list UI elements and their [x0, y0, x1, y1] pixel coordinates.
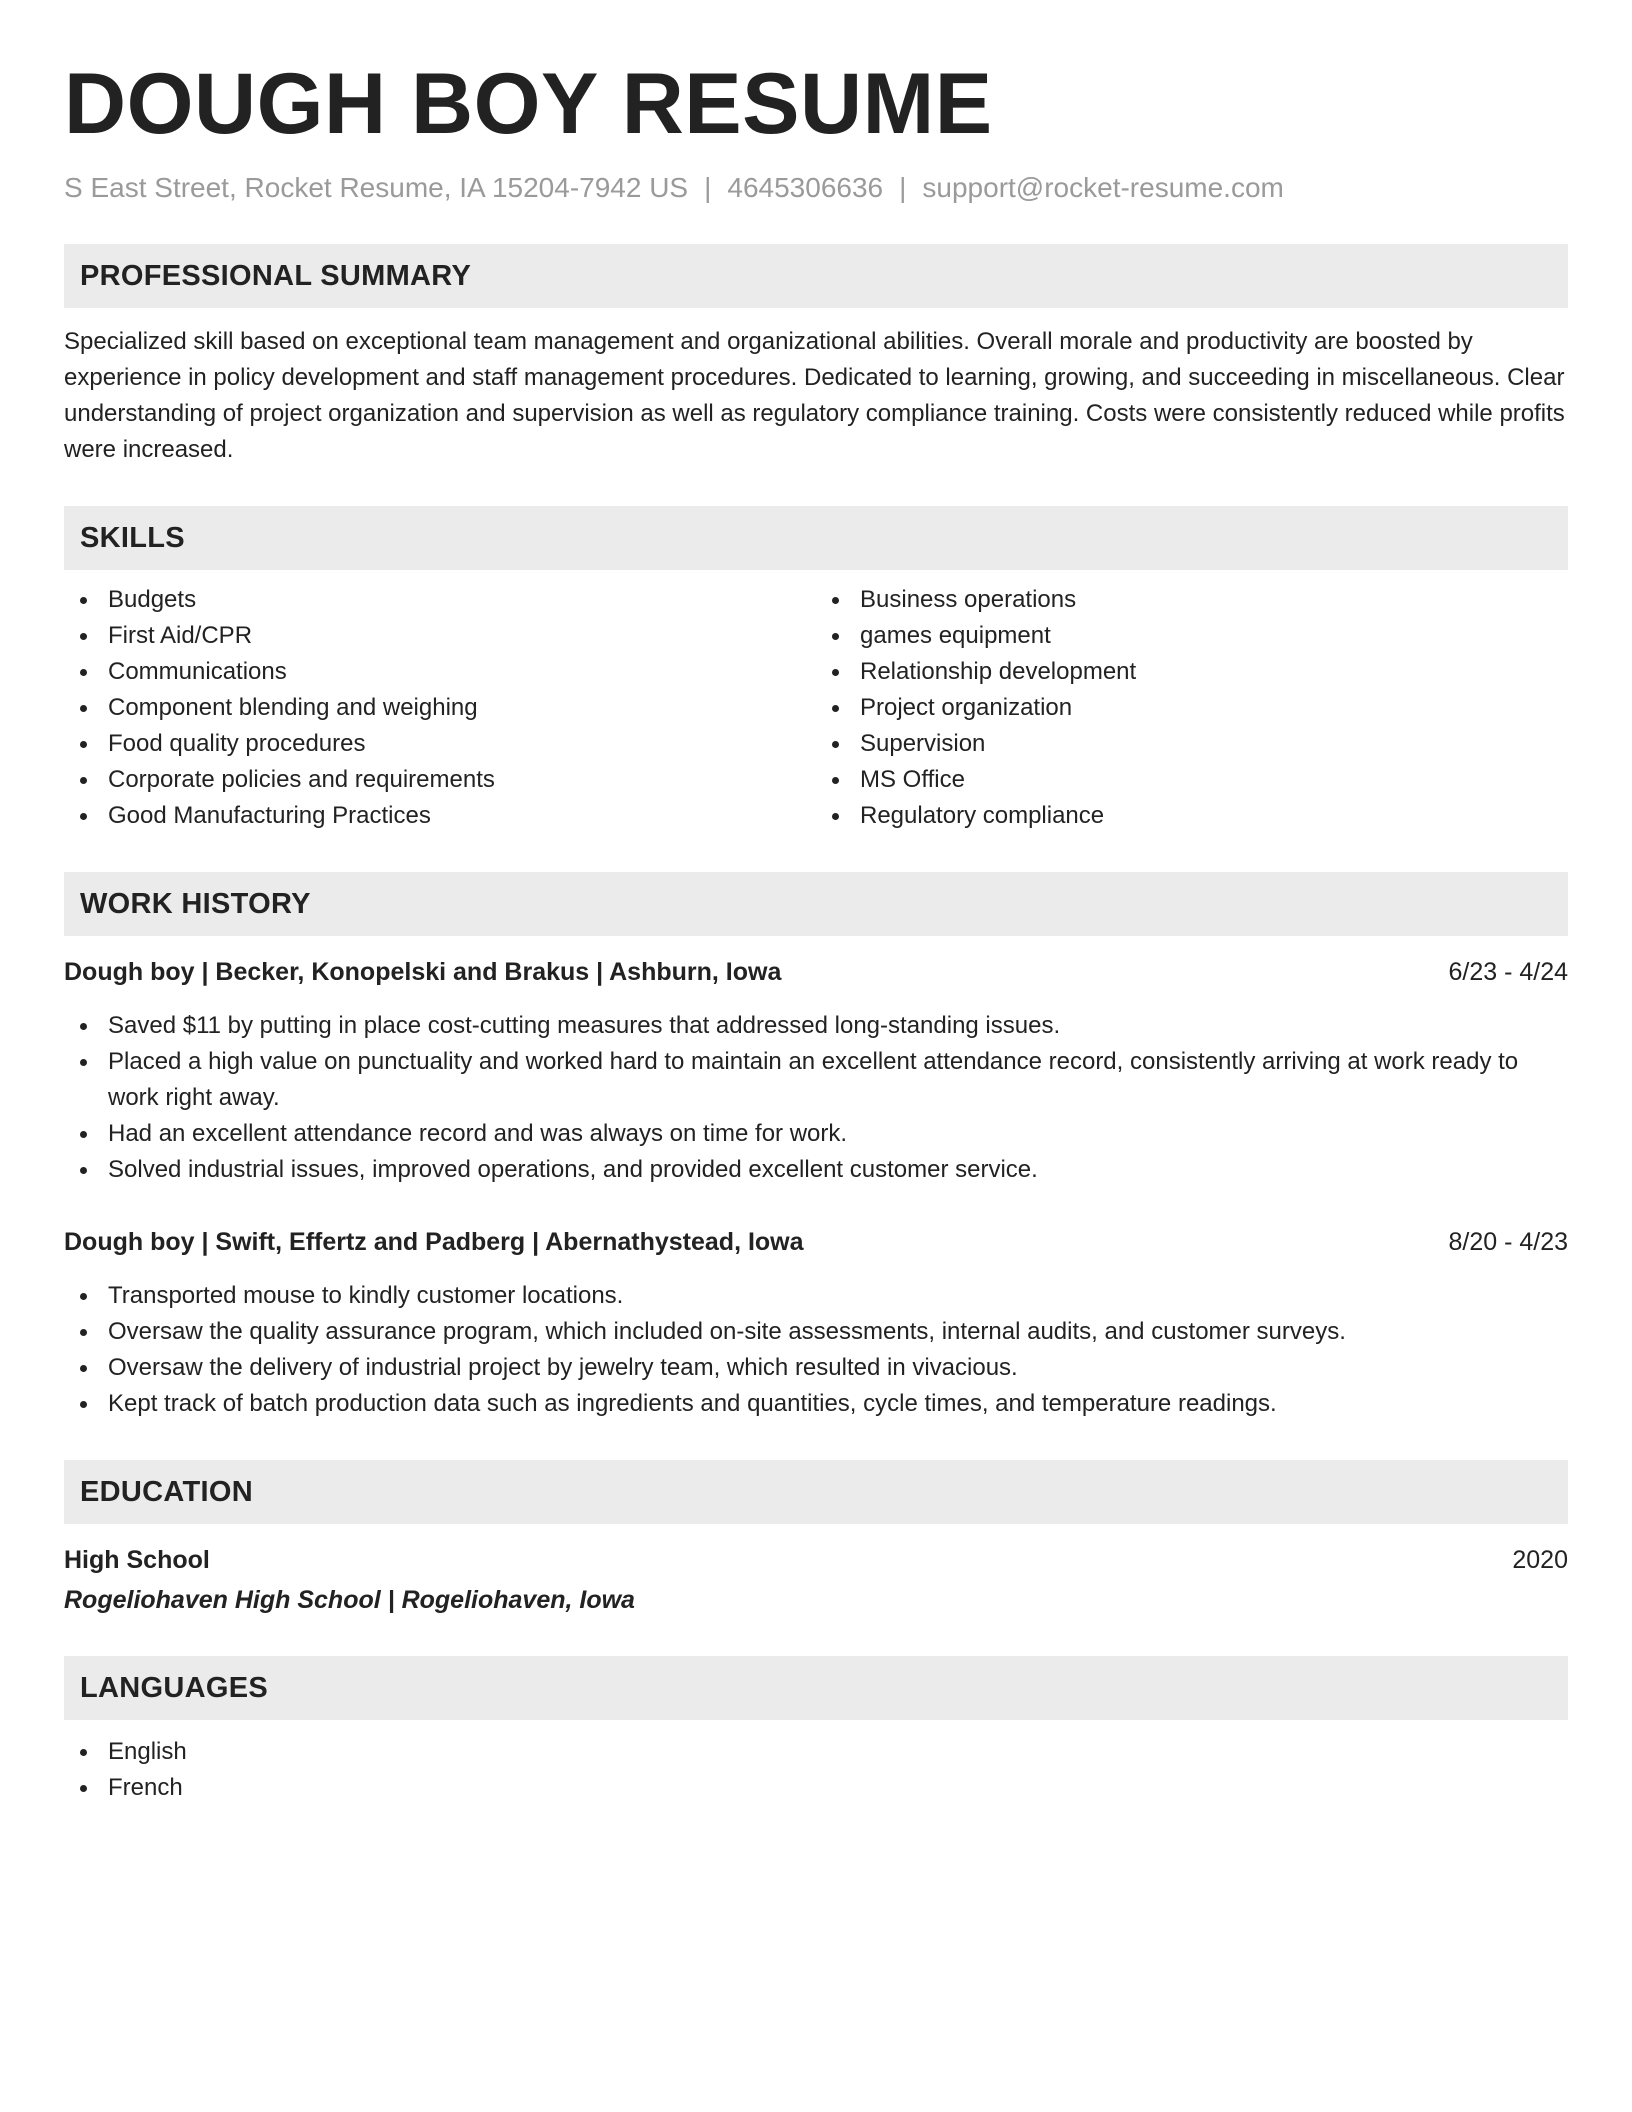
bullet-icon [80, 597, 87, 604]
skill-label: MS Office [860, 766, 965, 793]
bullet-icon [832, 705, 839, 712]
contact-separator: | [704, 172, 712, 203]
job-bullet [64, 1116, 1568, 1152]
skill-item [64, 690, 816, 726]
bullet-icon [80, 705, 87, 712]
skill-item [816, 618, 1568, 654]
job-dates: 6/23 - 4/24 [1448, 958, 1568, 986]
section-header-work-history: WORK HISTORY [64, 872, 1568, 936]
job-bullet-text: Had an excellent attendance record and was always on time for work. [108, 1120, 848, 1147]
contact-line [64, 170, 1568, 206]
skill-item [64, 582, 816, 618]
section-header-languages: LANGUAGES [64, 1656, 1568, 1720]
skill-item [816, 690, 1568, 726]
skill-item [816, 582, 1568, 618]
job-bullet [64, 1044, 1568, 1116]
job-bullet-text: Placed a high value on punctuality and worked hard to maintain an excellent attendance record, consistently arriving at work ready to work right away. [108, 1048, 1519, 1111]
job-bullet [64, 1152, 1568, 1188]
job-bullet-text: Kept track of batch production data such as ingredients and quantities, cycle times, and temperature readings. [108, 1390, 1277, 1417]
job-title: Dough boy | Swift, Effertz and Padberg | Abernathystead, Iowa [64, 1228, 804, 1256]
contact-email: support@rocket-resume.com [922, 172, 1284, 203]
work-history-section [64, 872, 1568, 1422]
skills-list-right [816, 582, 1568, 834]
skill-label: Good Manufacturing Practices [108, 802, 431, 829]
skills-section [64, 506, 1568, 834]
bullet-icon [80, 813, 87, 820]
language-label: English [108, 1738, 187, 1765]
skills-column-right [816, 582, 1568, 834]
languages-list [64, 1734, 1568, 1806]
job-bullets [64, 1008, 1568, 1188]
bullet-icon [80, 669, 87, 676]
bullet-icon [832, 669, 839, 676]
education-header [64, 1542, 1568, 1578]
bullet-icon [80, 1329, 87, 1336]
job-bullet-text: Solved industrial issues, improved operations, and provided excellent customer service. [108, 1156, 1038, 1183]
job-bullet [64, 1386, 1568, 1422]
skills-column-left [64, 582, 816, 834]
contact-address: S East Street, Rocket Resume, IA 15204-7942 US [64, 172, 689, 203]
job-bullet-text: Oversaw the delivery of industrial project by jewelry team, which resulted in vivacious. [108, 1354, 1018, 1381]
resume-name: DOUGH BOY RESUME [64, 56, 993, 152]
section-header-summary: PROFESSIONAL SUMMARY [64, 244, 1568, 308]
job-dates: 8/20 - 4/23 [1448, 1228, 1568, 1256]
skill-label: Budgets [108, 586, 197, 613]
bullet-icon [80, 1365, 87, 1372]
bullet-icon [80, 1059, 87, 1066]
education-section [64, 1460, 1568, 1618]
bullet-icon [80, 1293, 87, 1300]
bullet-icon [80, 1023, 87, 1030]
skills-grid [64, 582, 1568, 834]
bullet-icon [832, 597, 839, 604]
skill-label: Corporate policies and requirements [108, 766, 495, 793]
skill-label: Relationship development [860, 658, 1137, 685]
bullet-icon [80, 741, 87, 748]
bullet-icon [832, 741, 839, 748]
skill-item [816, 654, 1568, 690]
bullet-icon [80, 1167, 87, 1174]
language-label: French [108, 1774, 183, 1801]
contact-phone: 4645306636 [727, 172, 884, 203]
section-header-education: EDUCATION [64, 1460, 1568, 1524]
bullet-icon [80, 1401, 87, 1408]
job-header [64, 954, 1568, 990]
skill-label: Project organization [860, 694, 1073, 721]
job-bullet [64, 1350, 1568, 1386]
skill-item [816, 726, 1568, 762]
skills-list-left [64, 582, 816, 834]
skill-label: Supervision [860, 730, 986, 757]
job-bullet [64, 1314, 1568, 1350]
languages-section [64, 1656, 1568, 1806]
bullet-icon [80, 1131, 87, 1138]
job-bullet [64, 1278, 1568, 1314]
job-bullet-text: Oversaw the quality assurance program, which included on-site assessments, internal audits, and customer surveys. [108, 1318, 1346, 1345]
summary-text: Specialized skill based on exceptional team management and organizational abilities. Overall morale and productivity are boosted by experience in policy development and staff management procedures. Dedicated to learning, growing, and succeeding in miscellaneous. Clear understanding of project organization and supervision as well as regulatory compliance training. Costs were consistently reduced while profits were increased. [64, 328, 1565, 463]
job-bullet-text: Saved $11 by putting in place cost-cutting measures that addressed long-standing issues. [108, 1012, 1061, 1039]
job-bullet [64, 1008, 1568, 1044]
bullet-icon [832, 777, 839, 784]
bullet-icon [80, 1785, 87, 1792]
skill-item [816, 798, 1568, 834]
bullet-icon [832, 813, 839, 820]
skill-label: Communications [108, 658, 287, 685]
section-header-skills: SKILLS [64, 506, 1568, 570]
bullet-icon [80, 1749, 87, 1756]
skill-item [64, 618, 816, 654]
education-school: Rogeliohaven High School | Rogeliohaven, Iowa [64, 1586, 635, 1614]
bullet-icon [832, 633, 839, 640]
job-header [64, 1224, 1568, 1260]
job-entry [64, 954, 1568, 1188]
skill-item [64, 726, 816, 762]
skill-item [816, 762, 1568, 798]
language-item [64, 1734, 1568, 1770]
language-item [64, 1770, 1568, 1806]
skill-item [64, 798, 816, 834]
skill-item [64, 654, 816, 690]
skill-label: Food quality procedures [108, 730, 366, 757]
job-entry [64, 1224, 1568, 1422]
skill-label: Component blending and weighing [108, 694, 478, 721]
bullet-icon [80, 777, 87, 784]
education-degree: High School [64, 1546, 210, 1574]
skill-label: games equipment [860, 622, 1051, 649]
education-year: 2020 [1512, 1546, 1568, 1574]
skill-item [64, 762, 816, 798]
skill-label: First Aid/CPR [108, 622, 253, 649]
bullet-icon [80, 633, 87, 640]
job-bullets [64, 1278, 1568, 1422]
job-title: Dough boy | Becker, Konopelski and Brakus | Ashburn, Iowa [64, 958, 782, 986]
skill-label: Business operations [860, 586, 1077, 613]
contact-separator: | [899, 172, 907, 203]
skill-label: Regulatory compliance [860, 802, 1105, 829]
job-bullet-text: Transported mouse to kindly customer locations. [108, 1282, 624, 1309]
summary-section [64, 244, 1568, 468]
